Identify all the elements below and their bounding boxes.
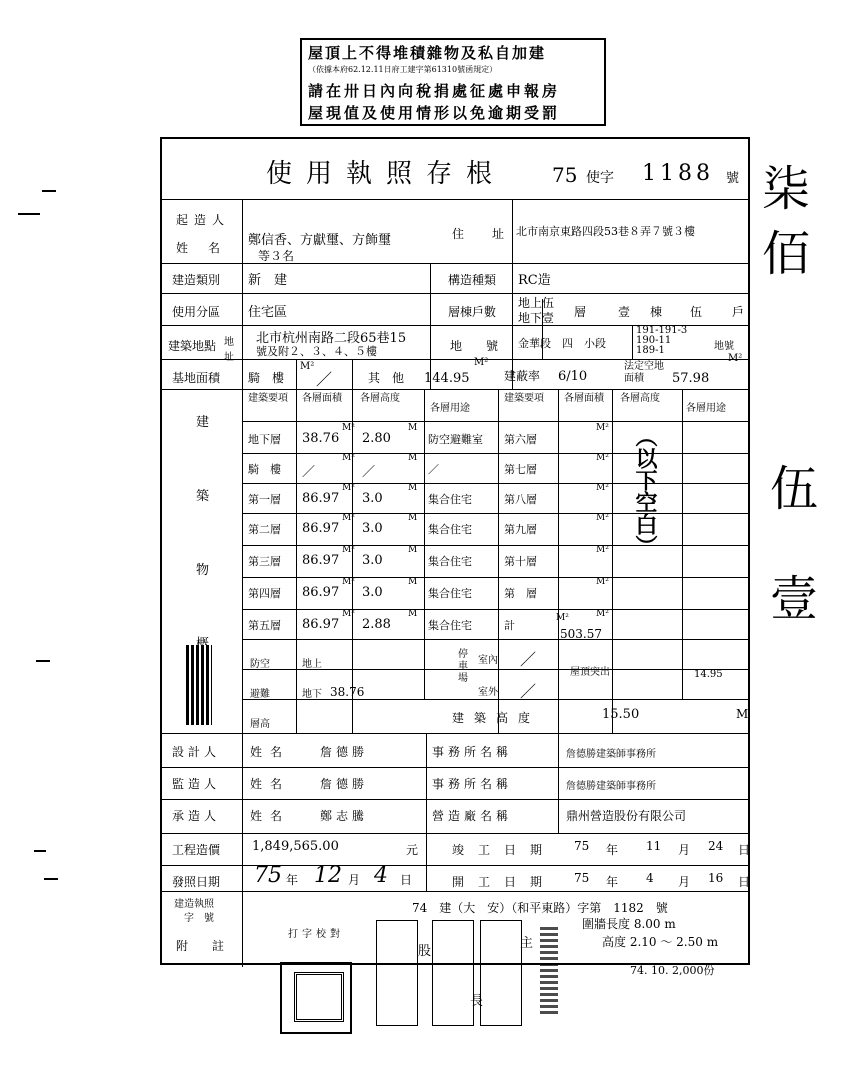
floor-name-right: 計 (504, 619, 515, 632)
arcade-value: ／ (316, 370, 333, 389)
factory-value: 鼎州營造股份有限公司 (566, 809, 687, 823)
col-area: 各層面積 (302, 393, 342, 404)
floor-height-unit: M (408, 513, 418, 523)
floor-height-label: 層高 (250, 719, 270, 730)
owner-label-b: 姓 名 (176, 241, 225, 255)
floor-area-unit-right: M² (596, 513, 609, 523)
other-unit: M² (474, 357, 489, 368)
section-label: 股 (418, 944, 432, 959)
start-year: 75 (574, 871, 590, 885)
permit-suffix: 號 (726, 171, 740, 186)
designer-office: 詹德勝建築師事務所 (566, 749, 656, 760)
col-item-r: 建築要項 (504, 393, 544, 404)
floor-name-right: 第六層 (504, 433, 537, 446)
floors-layer: 層 (574, 305, 587, 319)
floors-dong: 棟 (650, 305, 663, 319)
arcade-label: 騎 樓 (248, 371, 285, 385)
col-item: 建築要項 (248, 393, 288, 404)
start-day-label: 日 (738, 875, 751, 889)
signature-box (376, 920, 418, 1026)
floor-height-unit: M (408, 545, 418, 555)
finish-month: 11 (646, 839, 662, 853)
floor-height: 2.80 (362, 431, 391, 446)
blank-note: （以下空白） (632, 425, 658, 557)
notice-line-1: 屋頂上不得堆積雜物及私自加建 (308, 44, 547, 62)
floor-name-right: 第十層 (504, 555, 537, 568)
building-side-2: 築 (196, 489, 210, 504)
area-label: 基地面積 (172, 371, 221, 385)
designer-name: 詹德勝 (320, 745, 369, 759)
air-raid-label: 防空 (250, 659, 270, 670)
designer-name-label: 姓名 (250, 745, 291, 759)
owner-label-a: 起造人 (176, 213, 231, 227)
floor-area-unit: M² (342, 423, 355, 433)
floor-use: 集合住宅 (428, 555, 472, 568)
outdoor-label: 室外 (478, 687, 498, 698)
floors-count-1: 壹 (618, 305, 631, 319)
use-value: 住宅區 (248, 305, 288, 320)
floor-name-right: 第八層 (504, 493, 537, 506)
supervisor-label: 監造人 (172, 777, 221, 791)
total-value: 503.57 (560, 627, 602, 641)
factory-label: 營造廠名稱 (432, 809, 513, 823)
note-label: 附 註 (176, 939, 231, 953)
start-year-label: 年 (606, 875, 619, 889)
refuge-label: 避難 (250, 689, 270, 700)
col-area-r: 各層面積 (564, 393, 604, 404)
form-title: 使用執照存根 (266, 159, 507, 189)
floor-area-unit: M² (342, 453, 355, 463)
floor-area-unit: M² (342, 545, 355, 555)
floor-name-right: 第九層 (504, 523, 537, 536)
floor-use: 集合住宅 (428, 619, 472, 632)
use-label: 使用分區 (172, 305, 221, 319)
side-character: 佰 (762, 226, 811, 282)
floor-area-unit-right: M² (596, 423, 609, 433)
roof-label: 屋頂突出 (570, 667, 610, 678)
margin-mark (44, 878, 58, 880)
notice-line-2: （依據本府62.12.11日府工建字第61310號函規定） (308, 65, 498, 74)
parking-label: 停車場 (458, 649, 468, 684)
finish-day-label: 日 (738, 843, 751, 857)
finish-year: 75 (574, 839, 590, 853)
cost-value: 1,849,565.00 (252, 839, 339, 854)
floor-use: 集合住宅 (428, 523, 472, 536)
floor-height: 3.0 (362, 521, 383, 536)
lot-value: 金華段 四 小段 (518, 337, 606, 350)
margin-mark (34, 850, 46, 852)
lot-numbers-2: 190-11 (636, 335, 672, 346)
finish-year-label: 年 (606, 843, 619, 857)
col-use: 各層用途 (430, 403, 470, 414)
signature-box (480, 920, 522, 1026)
supervisor-office-label: 事務所名稱 (432, 777, 513, 791)
height-label: 建築高度 (452, 711, 541, 725)
legal-area-label: 法定空地面積 (624, 361, 664, 384)
issue-day: 4 (374, 863, 388, 888)
indoor-value: ／ (520, 650, 537, 669)
floor-area: 38.76 (302, 431, 340, 446)
floor-use: 集合住宅 (428, 493, 472, 506)
floor-area: ／ (302, 465, 316, 480)
wall-height: 高度 2.10 ～ 2.50 m (602, 935, 719, 949)
floor-area: 86.97 (302, 521, 340, 536)
supervisor-name-label: 姓名 (250, 777, 291, 791)
notice-line-4: 屋現值及使用情形以免逾期受罰 (308, 104, 561, 122)
floor-height-unit: M (408, 483, 418, 493)
site-label-a: 建築地點 (168, 339, 217, 353)
struct-value: RC造 (518, 273, 551, 288)
issue-month: 12 (314, 863, 342, 888)
designer-label: 設計人 (172, 745, 221, 759)
supervisor-office: 詹德勝建築師事務所 (566, 781, 656, 792)
owner-address-label: 住 址 (452, 227, 513, 241)
ink-smudge (540, 924, 558, 1014)
floor-name: 地下層 (248, 433, 281, 446)
floors-count-2: 伍 (690, 305, 703, 319)
owner-name-2: 等３名 (258, 249, 295, 263)
owner-name: 鄭信香、方獻璽、方飾璽 (248, 233, 392, 248)
floor-area: 86.97 (302, 491, 340, 506)
floor-area-unit-right: M² (596, 545, 609, 555)
permit-number: 1188 (642, 161, 714, 186)
wall-length: 圍牆長度 8.00 m (582, 917, 676, 931)
permit-word: 使字 (586, 170, 614, 186)
floor-height-unit: M (408, 577, 418, 587)
floor-name: 第五層 (248, 619, 281, 632)
arcade-unit: M² (300, 361, 315, 372)
owner-address: 北市南京東路四段53巷８弄７號３樓 (516, 225, 695, 238)
floor-area-unit-right: M² (596, 577, 609, 587)
start-month-label: 月 (678, 875, 691, 889)
building-side-3: 物 (196, 563, 210, 578)
floor-use: 集合住宅 (428, 587, 472, 600)
side-character: 伍 (770, 461, 819, 517)
floor-height: 3.0 (362, 553, 383, 568)
finish-day: 24 (708, 839, 724, 853)
site-address-1: 北市杭州南路二段65巷15 (256, 331, 407, 346)
floor-height: ／ (362, 465, 376, 480)
floor-name: 第三層 (248, 555, 281, 568)
margin-mark (36, 660, 50, 662)
side-character: 柒 (762, 161, 811, 217)
col-height: 各層高度 (360, 393, 400, 404)
lot-numbers-3: 189-1 (636, 345, 665, 356)
col-height-r: 各層高度 (620, 393, 660, 404)
margin-mark (18, 213, 40, 215)
floor-name: 第二層 (248, 523, 281, 536)
floor-height: 3.0 (362, 491, 383, 506)
seal-box (280, 962, 352, 1034)
permit-form (160, 137, 750, 965)
contractor-name: 鄭志騰 (320, 809, 369, 823)
lot-label: 地 號 (450, 339, 505, 353)
floor-height-unit: M (408, 423, 418, 433)
floor-area-unit: M² (342, 577, 355, 587)
seal-square (294, 972, 344, 1022)
floor-area: 86.97 (302, 585, 340, 600)
start-month: 4 (646, 871, 654, 885)
floor-height: 3.0 (362, 585, 383, 600)
coverage-value: 6/10 (558, 369, 588, 384)
other-value: 144.95 (424, 371, 470, 386)
legal-area-value: 57.98 (672, 371, 710, 386)
floor-height-unit: M (408, 609, 418, 619)
contractor-name-label: 姓名 (250, 809, 291, 823)
ink-smudge (186, 645, 212, 725)
coverage-label: 建蔽率 (504, 369, 541, 383)
roof-value: 14.95 (694, 669, 723, 680)
floor-name-right: 第七層 (504, 463, 537, 476)
chief-label: 主 (520, 936, 534, 951)
site-address-2: 號及附２、３、４、５樓 (256, 345, 377, 358)
floors-below: 地下壹 (518, 311, 555, 325)
lot-suffix: 地號 (714, 341, 734, 352)
issue-month-label: 月 (348, 873, 361, 887)
type-label: 建造類別 (172, 273, 221, 287)
floor-name: 第四層 (248, 587, 281, 600)
floor-area-unit: M² (342, 513, 355, 523)
floors-label: 層棟戶數 (448, 305, 497, 319)
floors-hu: 戶 (732, 305, 745, 319)
below-label: 地下 (302, 689, 322, 700)
notice-line-3: 請在卅日內向稅捐處征處申報房 (308, 82, 561, 100)
floor-area-unit: M² (342, 483, 355, 493)
floor-area-unit: M² (342, 609, 355, 619)
floor-area-unit-right: M² (596, 483, 609, 493)
col-use-r: 各層用途 (686, 403, 726, 414)
lot-numbers: 191-191-3 (636, 325, 688, 336)
floor-use: 防空避難室 (428, 433, 483, 446)
issue-year: 75 (254, 863, 282, 888)
designer-office-label: 事務所名稱 (432, 745, 513, 759)
margin-mark (42, 190, 56, 192)
keep-label: 長 (470, 994, 484, 1009)
building-side-1: 建 (196, 415, 210, 430)
struct-label: 構造種類 (448, 273, 497, 287)
floor-area-unit-right: M² (596, 609, 609, 619)
permit-year: 75 (552, 163, 578, 187)
outdoor-value: ／ (520, 682, 537, 701)
indoor-label: 室內 (478, 655, 498, 666)
floor-height-unit: M (408, 453, 418, 463)
site-label-b: 地址 (224, 337, 234, 363)
below-value: 38.76 (330, 685, 365, 699)
height-value: 15.50 (602, 707, 640, 722)
permit-ref: 74 建（大 安）（和平東路）字第 1182 號 (412, 901, 668, 915)
total-unit: M² (556, 613, 569, 623)
floor-area-unit-right: M² (596, 453, 609, 463)
floor-area: 86.97 (302, 553, 340, 568)
height-unit: M (736, 707, 749, 721)
issue-label: 發照日期 (172, 875, 221, 889)
floor-name-right: 第 層 (504, 587, 537, 600)
legal-area-unit: M² (728, 353, 743, 364)
floor-use: ／ (428, 463, 439, 476)
contractor-label: 承造人 (172, 809, 221, 823)
other-label: 其 他 (368, 371, 405, 385)
typist-label: 打字校對 (288, 929, 344, 940)
finish-label: 竣工日期 (452, 843, 557, 857)
floors-above: 地上伍 (518, 296, 555, 310)
start-label: 開工日期 (452, 875, 557, 889)
above-label: 地上 (302, 659, 322, 670)
floor-height: 2.88 (362, 617, 391, 632)
floor-area: 86.97 (302, 617, 340, 632)
permit-label-b: 字號 (184, 913, 224, 924)
permit-label-a: 建造執照 (174, 899, 214, 910)
signature-box (432, 920, 474, 1026)
issue-year-label: 年 (286, 873, 299, 887)
issue-day-label: 日 (400, 873, 413, 887)
cost-unit: 元 (406, 843, 419, 857)
finish-month-label: 月 (678, 843, 691, 857)
type-value: 新 建 (248, 273, 288, 288)
print-run: 74. 10. 2,000份 (630, 964, 715, 977)
cost-label: 工程造價 (172, 843, 221, 857)
supervisor-name: 詹德勝 (320, 777, 369, 791)
notice-stamp (300, 38, 606, 126)
start-day: 16 (708, 871, 724, 885)
floor-name: 騎 樓 (248, 463, 281, 476)
floor-name: 第一層 (248, 493, 281, 506)
side-character: 壹 (770, 571, 819, 627)
